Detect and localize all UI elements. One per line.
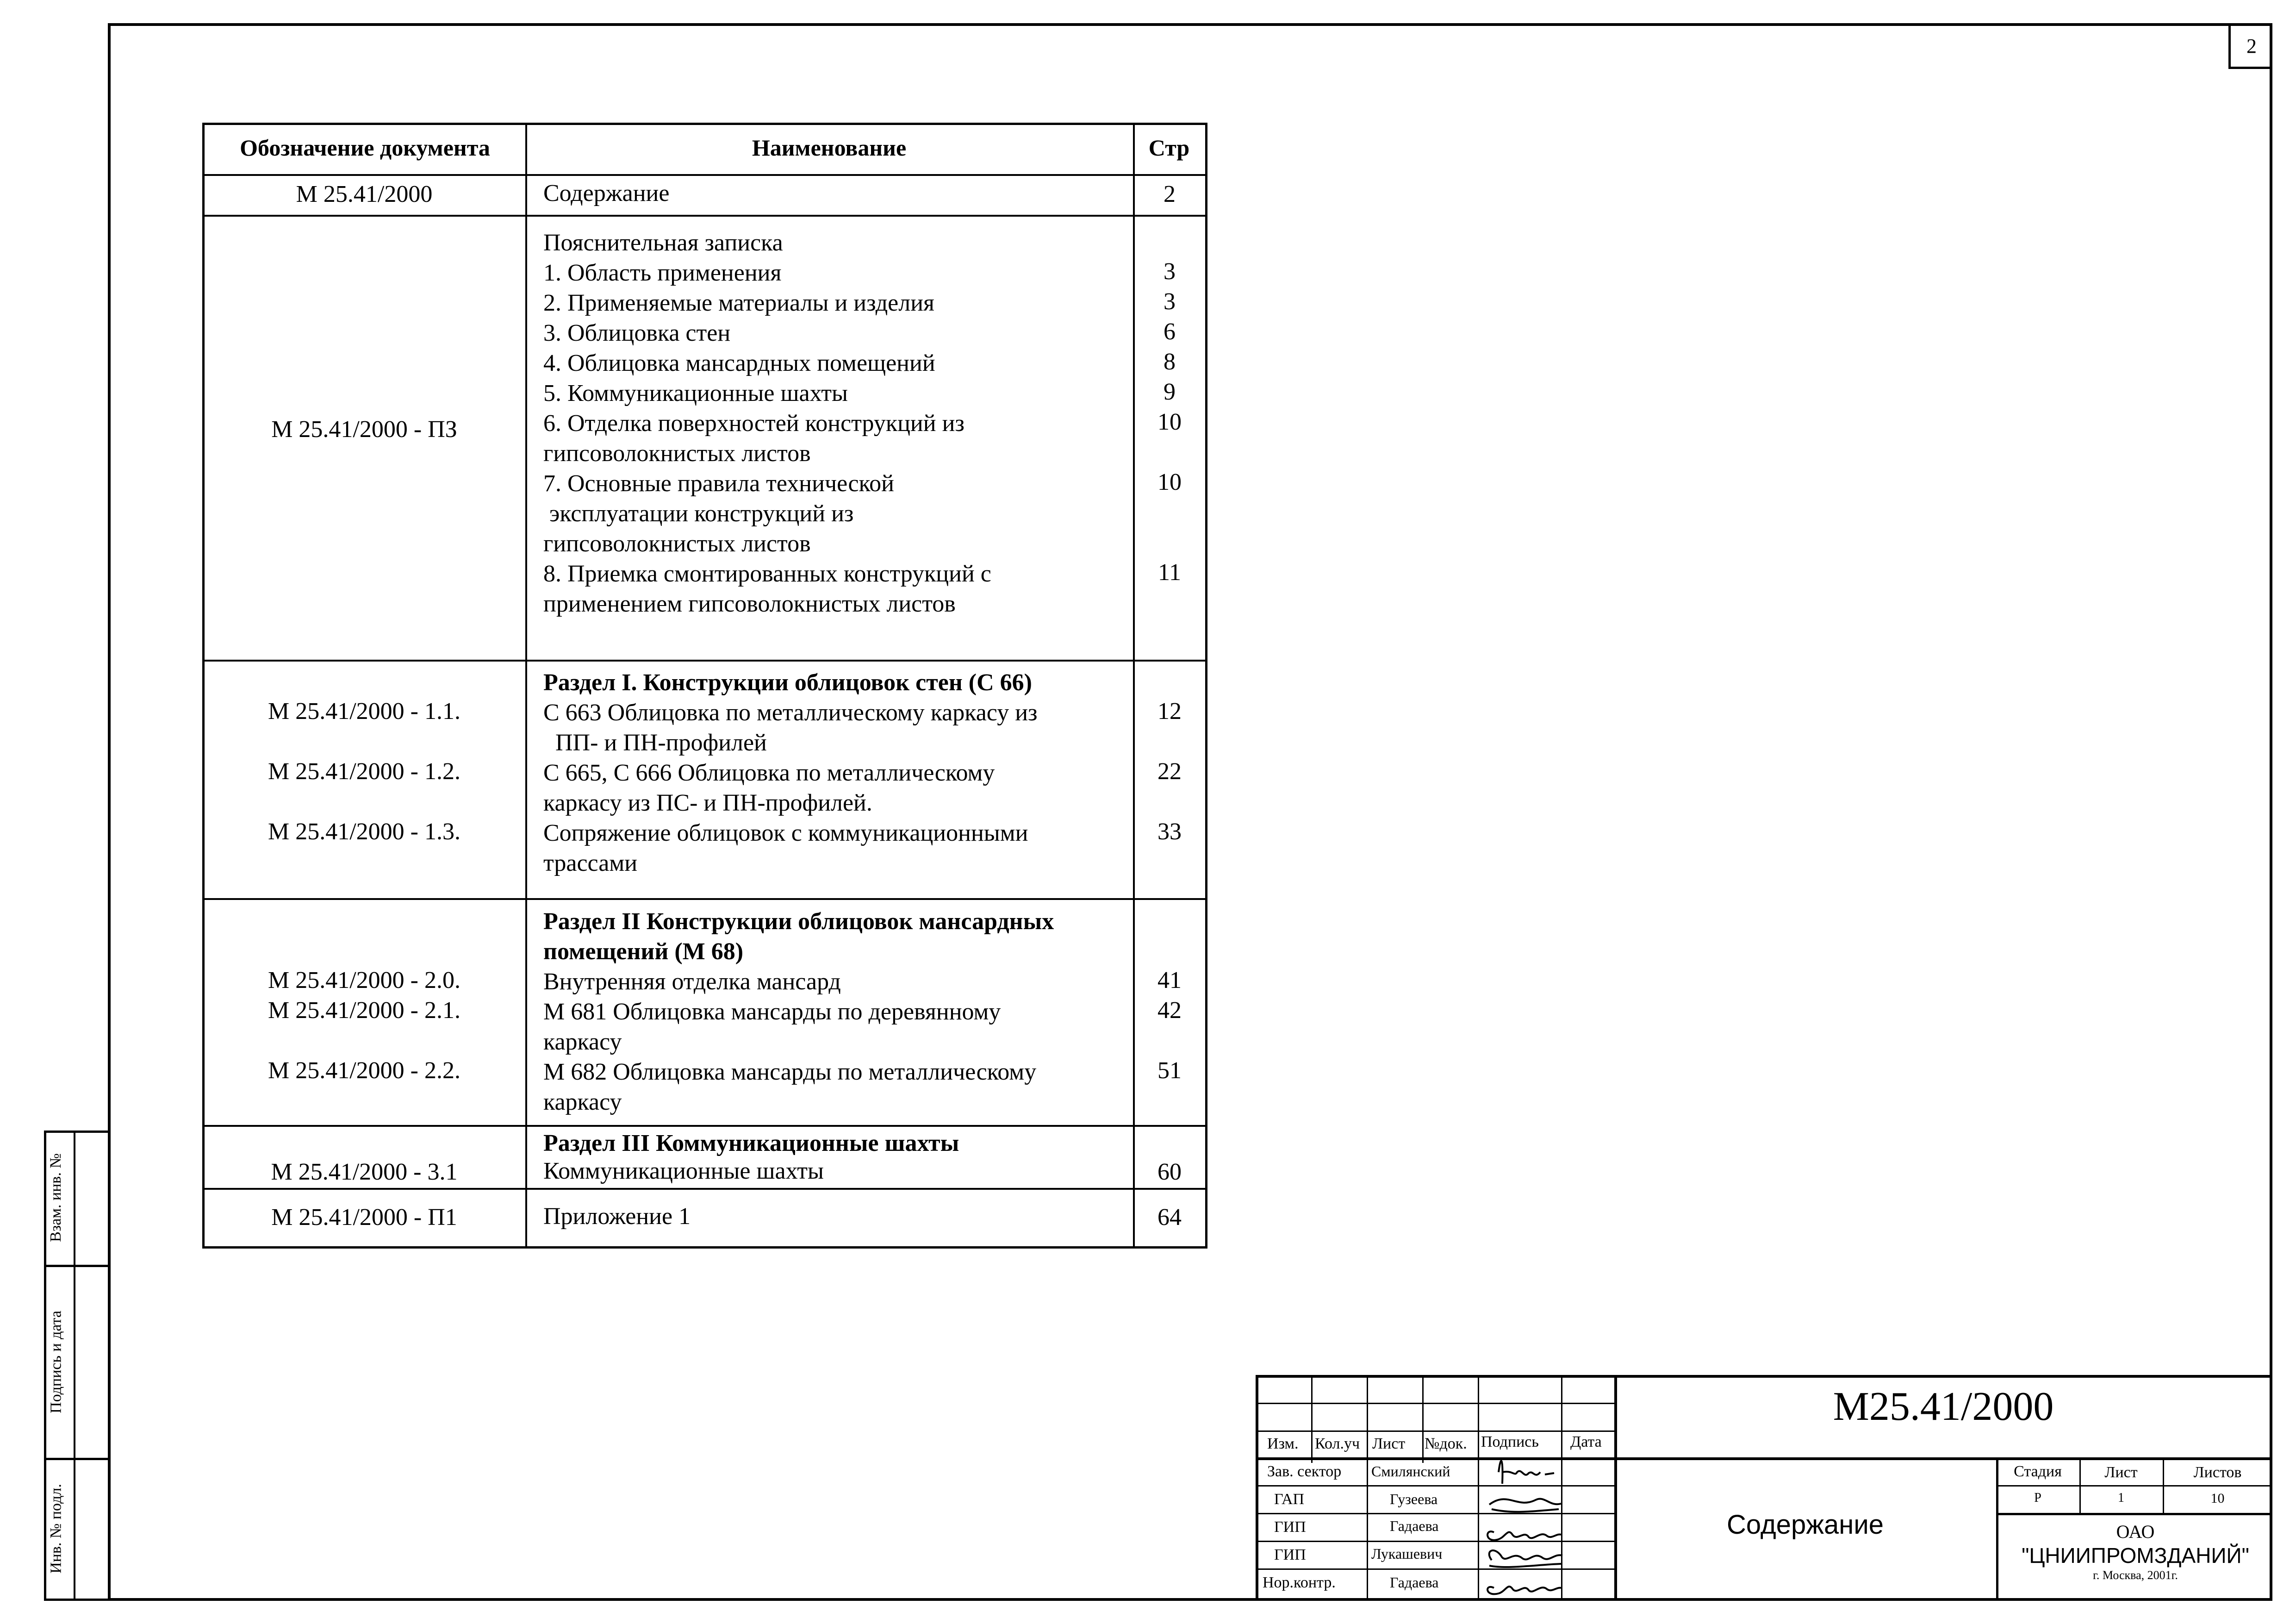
tb-sheets-label: Листов (2193, 1464, 2242, 1481)
tb-org-line-2: "ЦНИИПРОМЗДАНИЙ" (2022, 1543, 2249, 1568)
tb-right-h1 (1614, 1457, 2272, 1460)
column-divider-1 (525, 125, 527, 1246)
section2-title-line-1: Раздел II Конструкции облицовок мансардных (543, 908, 1054, 935)
section2-title-line-2: помещений (М 68) (543, 938, 744, 965)
section3-title: Раздел III Коммуникационные шахты (543, 1130, 959, 1156)
side-stamp-replace-inv: Взам. инв. № (47, 1153, 64, 1242)
section2-code-2: М 25.41/2000 - 2.1. (268, 997, 460, 1024)
row-pz-line-3: 3. Облицовка стен (543, 320, 731, 346)
section2-page-1: 41 (1157, 967, 1182, 993)
tb-name-3: Гадаева (1390, 1518, 1439, 1534)
tb-top-border (1256, 1375, 2272, 1378)
row-divider-1 (205, 215, 1205, 217)
row-content-name: Содержание (543, 180, 670, 206)
section3-code: М 25.41/2000 - 3.1 (271, 1159, 458, 1185)
row-pz-page-3: 6 (1164, 319, 1176, 345)
tb-role-5: Нор.контр. (1263, 1574, 1336, 1591)
row-content-code: М 25.41/2000 (296, 181, 433, 207)
section2-line-1: М 681 Облицовка мансарды по деревянному (543, 999, 1001, 1025)
row-pz-line-6: 6. Отделка поверхностей конструкций из (543, 410, 964, 437)
section1-page-3: 33 (1157, 818, 1182, 845)
row-content-page: 2 (1164, 181, 1176, 207)
tb-sheets-value: 10 (2210, 1491, 2225, 1506)
side-stamp (44, 1131, 111, 1601)
row-divider-2 (205, 660, 1205, 662)
tb-col-izm: Изм. (1267, 1435, 1299, 1452)
header-doc-designation: Обозначение документа (240, 135, 490, 161)
section1-line-0: С 663 Облицовка по металлическому каркасу из (543, 700, 1038, 726)
section1-line-4: Сопряжение облицовок с коммуникационными (543, 820, 1028, 846)
row-pz-line-0: Пояснительная записка (543, 230, 783, 256)
tb-role-2: ГАП (1274, 1491, 1305, 1508)
section2-page-3: 51 (1157, 1057, 1182, 1084)
tb-role-4: ГИП (1274, 1546, 1306, 1563)
section1-line-3: каркасу из ПС- и ПН-профилей. (543, 790, 872, 816)
tb-name-2: Гузеева (1390, 1491, 1438, 1507)
tb-col-signature: Подпись (1481, 1433, 1539, 1450)
row-pz-line-9: эксплуатации конструкций из (543, 500, 854, 527)
row-pz-page-4: 8 (1164, 349, 1176, 375)
row-divider-5 (205, 1188, 1205, 1190)
tb-grid-h1 (1256, 1403, 1614, 1404)
side-stamp-divider (74, 1131, 75, 1601)
row-divider-header (205, 174, 1205, 176)
row-pz-page-6: 10 (1157, 409, 1182, 435)
tb-col-ndoc: №док. (1425, 1435, 1467, 1452)
row-pz-line-10: гипсоволокнистых листов (543, 531, 811, 557)
row-pz-line-1: 1. Область применения (543, 260, 782, 286)
tb-left-border (1256, 1375, 1258, 1601)
row-pz-page-1: 3 (1164, 258, 1176, 285)
tb-grid-v1 (1311, 1375, 1313, 1463)
section1-code-1: М 25.41/2000 - 1.1. (268, 698, 460, 725)
title-block (1256, 1375, 2272, 1601)
tb-col-list: Лист (1372, 1435, 1406, 1452)
tb-name-4: Лукашевич (1371, 1545, 1443, 1562)
row-pz-page-7: 10 (1157, 469, 1182, 495)
row-pz-page-5: 9 (1164, 379, 1176, 405)
tb-grid-v4 (1478, 1375, 1479, 1601)
row-pz-line-4: 4. Облицовка мансардных помещений (543, 350, 935, 376)
section1-code-3: М 25.41/2000 - 1.3. (268, 818, 460, 845)
row-divider-3 (205, 898, 1205, 900)
row-appendix-page: 64 (1157, 1204, 1182, 1230)
row-pz-page-2: 3 (1164, 288, 1176, 315)
tb-sheet-label: Лист (2104, 1464, 2138, 1481)
tb-stage-label: Стадия (2014, 1463, 2062, 1480)
tb-role-1: Зав. сектор (1267, 1463, 1342, 1480)
header-name: Наименование (752, 135, 907, 161)
sheet-number-box (2228, 25, 2272, 69)
section2-code-1: М 25.41/2000 - 2.0. (268, 967, 460, 993)
tb-grid-v2 (1367, 1375, 1368, 1601)
row-pz-line-8: 7. Основные правила технической (543, 470, 895, 497)
tb-col-kol: Кол.уч (1315, 1435, 1360, 1452)
section3-page: 60 (1157, 1159, 1182, 1185)
tb-sheet-value: 1 (2118, 1491, 2124, 1505)
section1-page-2: 22 (1157, 758, 1182, 785)
tb-right-h2 (1996, 1485, 2272, 1487)
tb-stage-value: Р (2034, 1491, 2041, 1505)
tb-role-3: ГИП (1274, 1518, 1306, 1536)
row-pz-line-2: 2. Применяемые материалы и изделия (543, 290, 934, 316)
row-appendix-name: Приложение 1 (543, 1203, 691, 1230)
section2-line-3: М 682 Облицовка мансарды по металлическому (543, 1059, 1037, 1085)
stray-tick-1 (1205, 532, 1207, 551)
section2-line-2: каркасу (543, 1029, 622, 1055)
section1-line-1: ПП- и ПН-профилей (543, 730, 767, 756)
tb-doc-code: М25.41/2000 (1833, 1384, 2054, 1429)
tb-org-line-3: г. Москва, 2001г. (2093, 1568, 2178, 1582)
tb-doc-title: Содержание (1727, 1510, 1884, 1540)
tb-name-1: Смилянский (1371, 1463, 1450, 1480)
row-pz-code: М 25.41/2000 - ПЗ (271, 416, 457, 443)
row-appendix-code: М 25.41/2000 - П1 (271, 1204, 457, 1230)
section1-line-2: С 665, С 666 Облицовка по металлическому (543, 760, 995, 786)
row-pz-page-8: 11 (1157, 559, 1182, 586)
sheet-number: 2 (2246, 34, 2257, 57)
side-stamp-original-inv: Инв. № подл. (47, 1484, 65, 1574)
stray-tick-2 (1205, 600, 1207, 618)
row-pz-line-12: применением гипсоволокнистых листов (543, 591, 956, 617)
tb-org-line-1: ОАО (2116, 1521, 2155, 1542)
section3-name: Коммуникационные шахты (543, 1158, 824, 1184)
tb-right-h3 (1996, 1513, 2272, 1515)
section1-line-5: трассами (543, 850, 638, 876)
section1-title: Раздел I. Конструкции облицовок стен (С 66) (543, 669, 1032, 696)
section1-code-2: М 25.41/2000 - 1.2. (268, 758, 460, 785)
tb-grid-v3 (1422, 1375, 1424, 1463)
side-stamp-signature-date: Подпись и дата (47, 1311, 65, 1413)
header-page: Стр (1148, 135, 1190, 161)
section2-code-3: М 25.41/2000 - 2.2. (268, 1057, 460, 1084)
section2-line-0: Внутренняя отделка мансард (543, 968, 841, 995)
section1-page-1: 12 (1157, 698, 1182, 725)
row-pz-line-5: 5. Коммуникационные шахты (543, 380, 848, 406)
tb-col-date: Дата (1570, 1433, 1602, 1450)
section2-page-2: 42 (1157, 997, 1182, 1024)
row-pz-line-7: гипсоволокнистых листов (543, 440, 811, 467)
contents-table (202, 123, 1207, 1249)
row-pz-line-11: 8. Приемка смонтированных конструкций с (543, 561, 991, 587)
handwritten-signatures (1480, 1444, 1563, 1601)
tb-grid-h2 (1256, 1430, 1614, 1432)
section2-line-4: каркасу (543, 1089, 622, 1115)
row-divider-4 (205, 1125, 1205, 1127)
tb-name-5: Гадаева (1390, 1574, 1439, 1591)
